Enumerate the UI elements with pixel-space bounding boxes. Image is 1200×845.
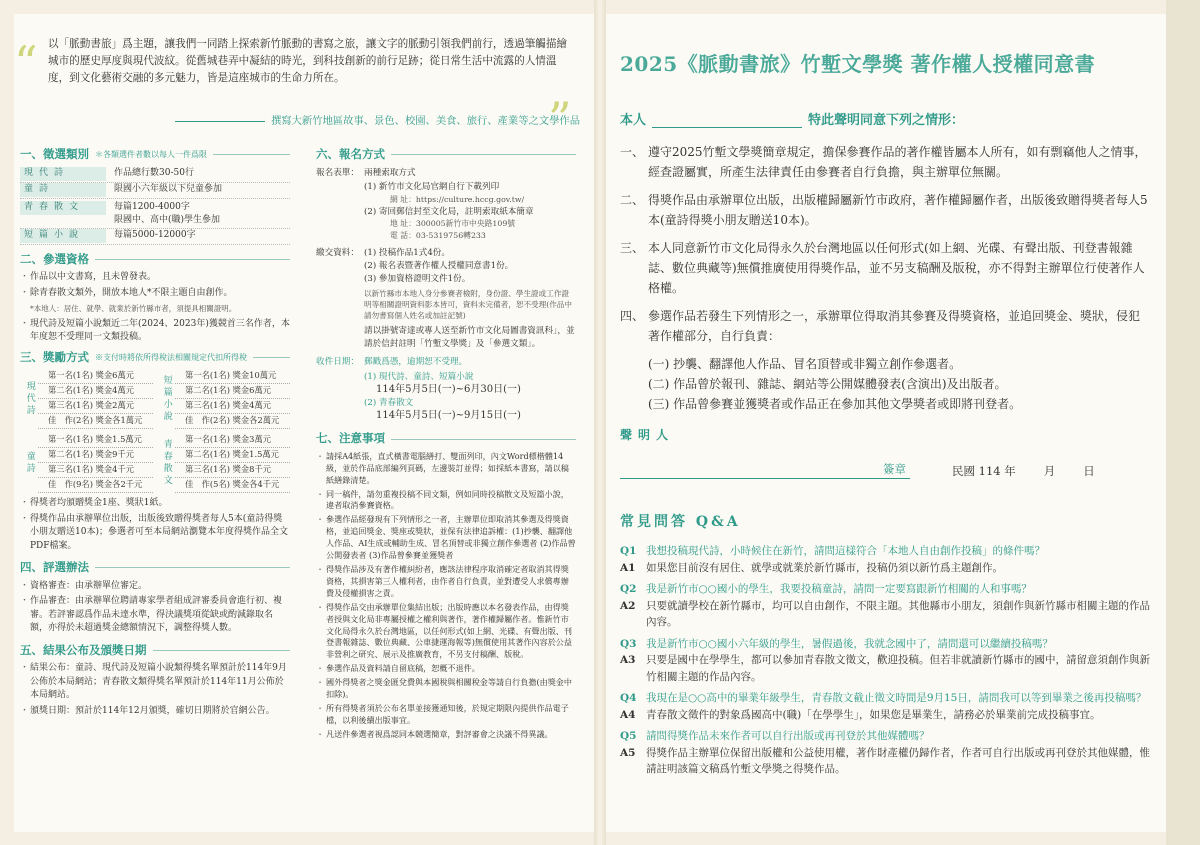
award-item: ・ 得獎者均頒贈獎金1座、獎狀1紙。 <box>20 497 290 511</box>
awards-row <box>20 433 290 493</box>
section-awards: 三、獎勵方式 ※支付時將依所得稅法相關規定代扣所得稅 <box>20 351 290 365</box>
faq-item: Q4 我現在是○○高中的畢業年級學生，青春散文截止徵文時間是9月15日，請問我可以等到畢業之後再投稿嗎？ A4 青春散文徵件的對象爲國高中(職)「在學學生」，如果您是畢業生，請務必於畢業前完成投稿事宜。 <box>620 692 1147 721</box>
eligibility-item: ・ 除青春散文類外，開放本地人*不限主題自由創作。 <box>20 287 290 301</box>
category-row: 青春散文 每篇1200-4000字 限國中、高中(職)學生參加 <box>20 199 290 229</box>
slogan: 撰寫大新竹地區故事、景色、校園、美食、旅行、產業等之文學作品 <box>60 112 580 127</box>
left-column <box>20 148 290 720</box>
section-eligibility: 二、參選資格 <box>20 253 290 267</box>
intro-paragraph: 以「脈動書旅」爲主題，讓我們一同踏上探索新竹脈動的書寫之旅，讓文字的脈動引領我們前行，透過筆觸描繪城市的歷史厚度與現代波紋。從舊城巷弄中凝結的時光，到科技創新的前行足跡；從日常生活中流露的人情溫度，到文化藝術交融的多元魅力，皆是這座城市的生命力所在。 <box>48 38 568 84</box>
award-table-prose: 青春散文 第一名(1名) 獎金3萬元 第二名(1名) 獎金1.5萬元 第三名(1名) 獎金8千元 佳 作(5名) 獎金各4千元 <box>157 433 290 493</box>
section-results: 五、結果公布及頒獎日期 <box>20 644 290 658</box>
faq-item: Q1 我想投稿現代詩，小時候住在新竹，請問這樣符合「本地人自由創作投稿」的條件嗎？ A1 如果您目前沒有居住、就學或就業於新竹縣市，投稿仍須以新竹爲主題創作。 <box>620 545 1045 574</box>
awards-row <box>20 369 290 429</box>
faq-item: Q2 我是新竹市○○國小的學生，我要投稿童詩，請問一定要寫跟新竹相關的人和事嗎？ A2 只要就讀學校在新竹縣市，均可以自由創作，不限主題。其他縣市小朋友，須創作與新竹縣市相關主題的作品內容。 <box>620 583 1150 628</box>
award-table-poem: 現代詩 第一名(1名) 獎金6萬元 第二名(1名) 獎金4萬元 第三名(1名) 獎金2萬元 佳 作(2名) 獎金各1萬元 <box>20 369 153 429</box>
section-notes: 七、注意事項 <box>316 432 576 446</box>
judging-item: ・ 作品審查：由承辦單位聘請專家學者組成評審委員會進行初、複審。若評審認爲作品未達水準，得決議獎項從缺或酌減錄取名額，亦得於未超過獎金總額情況下，調整得獎人數。 <box>20 595 290 636</box>
notes-list: ・ 請採A4紙張，直式橫書電腦繕打、雙面列印，內文Word標楷體14級，並於作品底部編列頁碼，左邊裝訂並得；如採紙本書寫，請以稿紙繕錄清楚。 ・ 同一稿件，請勿重複投稿不同文類，例如同時投稿散文及短篇小說，違者取消參賽資格。 ・ 參選作品經發現有下列情形之一者，主辦單位即取消其參選及得獎資格，並追回獎金、獎座或獎狀，並保有法律追訴權：(1)抄襲、翻譯他人作品、AI生成或輔助生成、冒名頂替或非獨立創作參選者 (2)作品曾公開發表者 (3)作品曾參賽並獲獎者 ・ 得獎作品涉及有著作權糾紛者，應該法律程序取消確定者取消其得獎資格，其損害第三人權利者，由作者自行負責，並對遭受人求償專辦費及侵權損害之責。 ・ 得獎作品交由承辦單位集結出版；出版時應以本名發表作品，由得獎者授與文化局非專屬授權之權利與著作，著作權歸屬作者。惟新竹市文化局得永久於台灣地區，以任何形式(如上網、光碟、有聲出版、刊登書報雜誌、數位典藏、公車捷運海報等)無償使用其著作內容於公益非營利之研究、展示及推廣教育，不另支付稿酬、版稅。 ・ 參選作品及資料請自留底稿，恕概不退件。 ・ 國外得獎者之獎金匯兌費與本國稅與相關稅金等請自行負擔(由獎金中扣除)。 ・ 所有得獎者須於公布名單並接獲通知後，於規定期限內提供作品電子檔，以利後續出版事宜。 ・ 凡送件參選者視爲認同本競選簡章，對評審會之決議不得異議。 <box>316 451 576 741</box>
signature-line <box>620 461 1150 479</box>
section-registration: 六、報名方式 <box>316 148 576 162</box>
judging-item: ・ 資格審查：由承辦單位審定。 <box>20 580 290 594</box>
category-row: 短篇小說 每篇5000-12000字 <box>20 229 290 245</box>
results-item: ・ 結果公布：童詩、現代詩及短篇小說類得獎名單預計於114年9月公佈於本局網站；青春散文類得獎名單預計於114年11月公佈於本局網站。 <box>20 662 290 703</box>
middle-column <box>316 148 576 743</box>
declaration-line: 本人 特此聲明同意下列之情形： <box>620 113 965 128</box>
signer-label: 聲明人 <box>620 428 675 442</box>
award-table-novel: 短篇小說 第一名(1名) 獎金10萬元 第二名(1名) 獎金6萬元 第三名(1名) 獎金4萬元 佳 作(2名) 獎金各2萬元 <box>157 369 290 429</box>
registration-form: 報名表單： 兩種索取方式 (1) 新竹市文化局官網自行下載列印 網 址：https://culture.hccg.gov.tw/ (2) 寄回郵信封至文化局，註明索取紙本簡章 地 址：300005新竹市中央路109號 電 話：03-5319756轉233 繳交資料： (1) 投稿作品1式4份。 (2) 報名表暨著作權人授權同意書1份。 (3) 參加資格證明文件1份。 以新竹縣市本地人身分參賽者檢附，身份證、學生證或工作證明等相關證明資料影本皆可，資料未完備者，恕不受理(作品中請勿書寫個人姓名或加註記號) 請以掛號寄達或專人送至新竹市文化局圖書資訊科」，並請於信封註明「竹塹文學獎」及「參選文類」。 收件日期： 郵戳爲憑，逾期恕不受理。 (1) 現代詩、童詩、短篇小說 114年5月5日(一)~6月30日(一) (2) 青春散文 114年5月5日(一)~9月15日(一) <box>316 167 575 421</box>
name-field[interactable] <box>652 114 802 128</box>
award-table-child: 童詩 第一名(1名) 獎金1.5萬元 第二名(1名) 獎金9千元 第三名(1名) 獎金4千元 佳 作(9名) 獎金各2千元 <box>20 433 153 493</box>
consent-items: 一、 遵守2025竹塹文學獎簡章規定，擔保參賽作品的著作權皆屬本人所有，如有剽竊他人之情事，經查證屬實，所產生法律責任由參賽者自行負擔，與主辦單位無關。 二、 得獎作品由承辦單位出版，出版權歸屬新竹市政府，著作權歸屬作者，出版後致贈得獎者每人5本(童詩得獎小朋友贈送10本)。 三、 本人同意新竹市文化局得永久於台灣地區以任何形式(如上網、光碟、有聲出版、刊登書報雜誌、數位典藏等)無償推廣使用得獎作品，並不另支稿酬及版稅，亦不得對主辦單位行使著作人格權。 四、 參選作品若發生下列情形之一，承辦單位得取消其參賽及得獎資格，並追回獎金、獎狀，侵犯著作權部分，自行負責： (一) 抄襲、翻譯他人作品、冒名頂替或非獨立創作參選者。 (二) 作品曾於報刊、雜誌、網站等公開媒體發表(含演出)及出版者。 (三) 作品曾參賽並獲獎者或作品正在參加其他文學獎者或即將刊登者。 <box>620 145 1148 411</box>
award-item: ・ 得獎作品由承辦單位出版，出版後致贈得獎者每人5本(童詩得獎小朋友贈送10本)；參選者可至本局網站瀏覽本年度得獎作品全文PDF檔案。 <box>20 513 290 554</box>
form-title: 2025《脈動書旅》竹塹文學獎 著作權人授權同意書 <box>620 52 1096 76</box>
faq-title: 常見問答 Q&A <box>620 514 741 530</box>
signature-field[interactable]: 簽章 <box>620 461 910 479</box>
fold-crease <box>594 0 606 845</box>
section-judging: 四、評選辦法 <box>20 561 290 575</box>
date-fields: 民國 114 年 月 日 <box>952 464 1095 478</box>
section-categories: 一、徵選類別 ＊各類選件者數以每人一件爲限 <box>20 148 290 162</box>
eligibility-item: ・ 現代詩及短篇小說類近二年(2024、2023年)獲競首三名作者，本年度恕不受理同一文類投稿。 <box>20 318 290 345</box>
eligibility-item: ・ 作品以中文書寫，且未曾發表。 <box>20 271 290 285</box>
consent-form <box>620 48 1150 783</box>
category-row: 童詩 限國小六年級以下兒童參加 <box>20 183 290 199</box>
close-quote-icon: ” <box>548 92 572 146</box>
category-row: 現代詩 作品總行數30-50行 <box>20 167 290 183</box>
results-item: ・ 頒獎日期：預計於114年12月頒獎，確切日期將於官網公告。 <box>20 705 290 719</box>
faq-list <box>620 543 1150 778</box>
eligibility-note: *本地人：居住、就學、就業於新竹縣市者，須提具相關證明。 <box>30 304 237 313</box>
open-quote-icon: “ <box>14 36 38 90</box>
faq-item: Q3 我是新竹市○○國小六年級的學生，暑假過後，我就念國中了，請問還可以繼續投稿嗎？ A3 只要是國中在學學生，都可以參加青春散文徵文，歡迎投稿。但若非就讀新竹縣市的國中，請留意須創作與新竹相關主題的作品內容。 <box>620 637 1150 683</box>
page-edge <box>1166 0 1200 845</box>
faq-item: Q5 請問得獎作品未來作者可以自行出版或再刊登於其他媒體嗎？ A5 得獎作品主辦單位保留出版權和公益使用權，著作財產權仍歸作者，作者可自行出版或再刊登於其他媒體，惟請註明該篇文稿爲竹塹文學獎之得獎作品。 <box>620 730 1150 775</box>
